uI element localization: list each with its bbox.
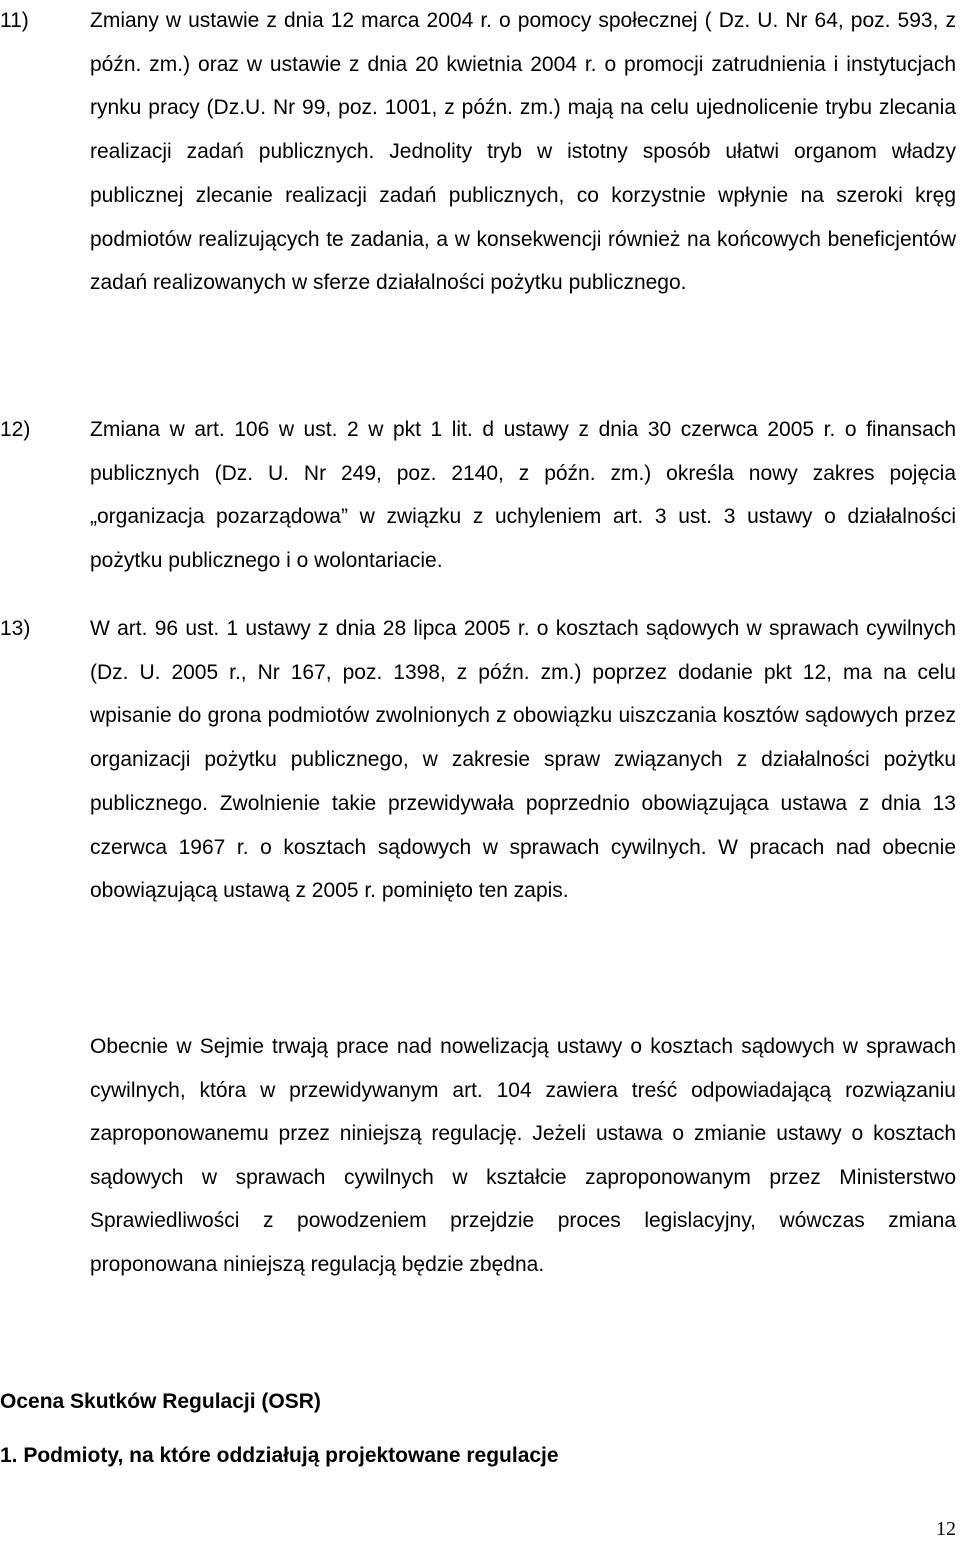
list-item-number: 11): [0, 9, 29, 32]
list-item-text: Zmiana w art. 106 w ust. 2 w pkt 1 lit. d ustawy z dnia 30 czerwca 2005 r. o finansach publicznych (Dz. U. Nr 249, poz. 2140, z późn. zm.) określa nowy zakres pojęcia „organizacja pozarządowa” w związku z uchyleniem art. 3 ust. 3 ustawy o działalności pożytku publicznego i o wolontariacie.: [90, 418, 956, 573]
list-item-13: [0, 607, 960, 913]
body-paragraph: Obecnie w Sejmie trwają prace nad nowelizacją ustawy o kosztach sądowych w sprawach cywilnych, która w przewidywanym art. 104 zawiera treść odpowiadającą rozwiązaniu zaproponowanemu przez niniejszą regulację. Jeżeli ustawa o zmianie ustawy o kosztach sądowych w sprawach cywilnych w kształcie zaproponowanym przez Ministerstwo Sprawiedliwości z powodzeniem przejdzie proces legislacyjny, wówczas zmiana proponowana niniejszą regulacją będzie zbędna.: [90, 1035, 956, 1276]
list-item-number: 13): [0, 617, 31, 640]
subsection-heading: 1. Podmioty, na które oddziałują projektowane regulacje: [0, 1444, 559, 1467]
list-item-text: Zmiany w ustawie z dnia 12 marca 2004 r. o pomocy społecznej ( Dz. U. Nr 64, poz. 593, z późn. zm.) oraz w ustawie z dnia 20 kwietnia 2004 r. o promocji zatrudnienia i instytucjach rynku pracy (Dz.U. Nr 99, poz. 1001, z późn. zm.) mają na celu ujednolicenie trybu zlecania realizacji zadań publicznych. Jednolity tryb w istotny sposób ułatwi organom władzy publicznej zlecanie realizacji zadań publicznych, co korzystnie wpłynie na szeroki kręg podmiotów realizujących te zadania, a w konsekwencji również na końcowych beneficjentów zadań realizowanych w sferze działalności pożytku publicznego.: [90, 9, 956, 295]
section-heading: Ocena Skutków Regulacji (OSR): [0, 1390, 321, 1413]
list-item-number: 12): [0, 418, 31, 441]
page-number: 12: [936, 1518, 956, 1540]
list-item-text: W art. 96 ust. 1 ustawy z dnia 28 lipca 2005 r. o kosztach sądowych w sprawach cywilnych (Dz. U. 2005 r., Nr 167, poz. 1398, z późn. zm.) poprzez dodanie pkt 12, ma na celu wpisanie do grona podmiotów zwolnionych z obowiązku uiszczania kosztów sądowych przez organizacji pożytku publicznego, w zakresie spraw związanych z działalności pożytku publicznego. Zwolnienie takie przewidywała poprzednio obowiązująca ustawa z dnia 13 czerwca 1967 r. o kosztach sądowych w sprawach cywilnych. W pracach nad obecnie obowiązującą ustawą z 2005 r. pominięto ten zapis.: [90, 617, 956, 903]
list-item-12: [0, 408, 960, 583]
list-item-11: [0, 0, 960, 305]
